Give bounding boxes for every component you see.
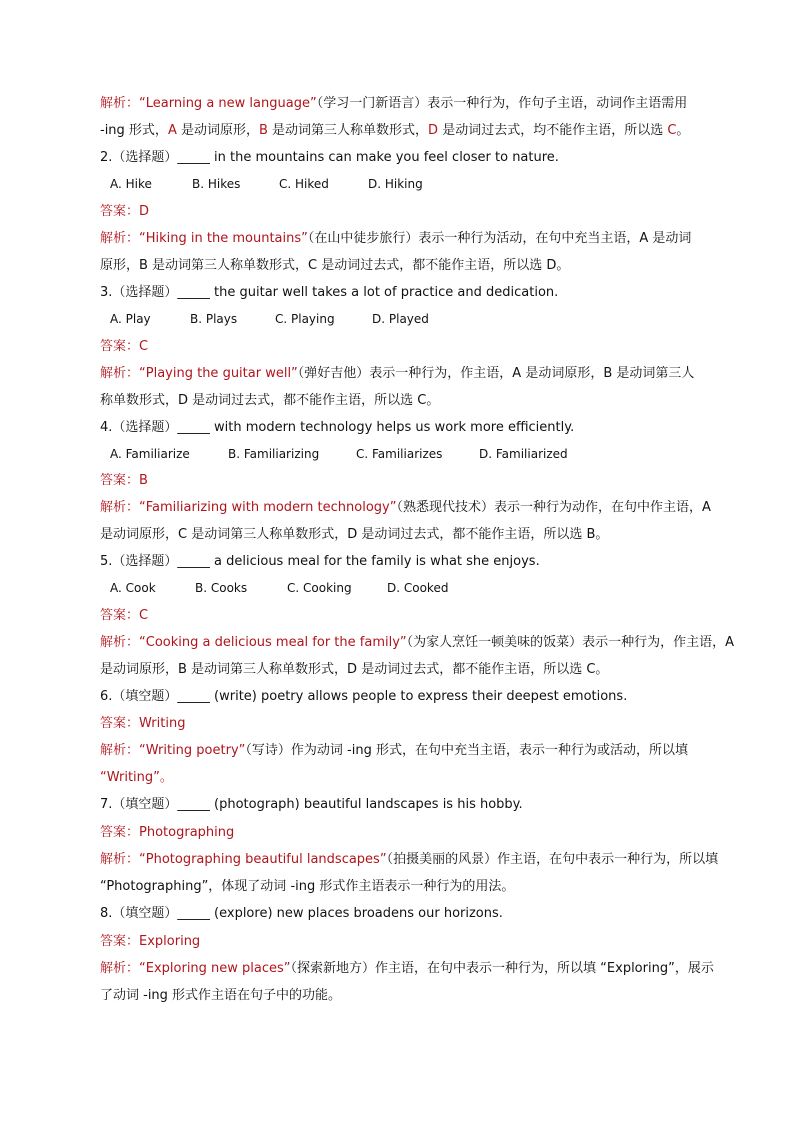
answer-label: 答案： bbox=[100, 608, 140, 623]
analysis-text: -ing 形式， bbox=[100, 123, 168, 138]
analysis-text: 是动词原形， bbox=[176, 123, 259, 138]
analysis-quote: “Playing the guitar well” bbox=[139, 366, 298, 381]
options-row bbox=[110, 579, 448, 597]
analysis-quote: “Familiarizing with modern technology” bbox=[139, 500, 397, 515]
q1-analysis-line-2 bbox=[100, 121, 689, 141]
answer-value: D bbox=[139, 204, 150, 219]
option-a: A. Familiarize bbox=[110, 447, 190, 461]
analysis-label: 解析： bbox=[100, 635, 140, 650]
answer-label: 答案： bbox=[100, 339, 140, 354]
analysis-text: （弹好吉他）表示一种行为，作主语，A 是动词原形，B 是动词第三人 bbox=[297, 366, 695, 381]
question-stem: 3.（选择题）_____ the guitar well takes a lot of practice and dedication. bbox=[100, 285, 559, 300]
analysis-text: （熟悉现代技术）表示一种行为动作，在句中作主语，A bbox=[396, 500, 711, 515]
analysis-line bbox=[100, 741, 688, 761]
analysis-quote: “Cooking a delicious meal for the family” bbox=[139, 635, 407, 650]
analysis-line: 了动词 -ing 形式作主语在句子中的功能。 bbox=[100, 988, 342, 1003]
q1-analysis-line-1 bbox=[100, 94, 687, 114]
answer-line bbox=[100, 714, 185, 734]
option-c: C. Playing bbox=[275, 312, 335, 326]
analysis-line bbox=[100, 229, 691, 249]
analysis-line bbox=[100, 633, 734, 653]
analysis-quote: “Learning a new language” bbox=[139, 96, 317, 111]
analysis-quote: “Hiking in the mountains” bbox=[139, 231, 308, 246]
analysis-text: （在山中徒步旅行）表示一种行为活动，在句中充当主语，A 是动词 bbox=[307, 231, 692, 246]
answer-line bbox=[100, 202, 149, 222]
answer-line bbox=[100, 337, 148, 357]
analysis-line: 称单数形式，D 是动词过去式，都不能作主语，所以选 C。 bbox=[100, 393, 440, 408]
answer-line bbox=[100, 606, 148, 626]
answer-label: 答案： bbox=[100, 934, 140, 949]
answer-value: Exploring bbox=[139, 934, 201, 949]
option-b: B. Cooks bbox=[195, 581, 248, 595]
option-a: A. Cook bbox=[110, 581, 156, 595]
analysis-label: 解析： bbox=[100, 500, 140, 515]
analysis-line bbox=[100, 850, 718, 870]
analysis-line bbox=[100, 498, 711, 518]
answer-value: B bbox=[139, 473, 148, 488]
analysis-line bbox=[100, 959, 714, 979]
option-b: B. Plays bbox=[190, 312, 238, 326]
question-stem: 7.（填空题）_____ (photograph) beautiful landscapes is his hobby. bbox=[100, 797, 523, 812]
option-letter: C bbox=[667, 123, 677, 138]
answer-value: Photographing bbox=[139, 825, 235, 840]
analysis-text: （拍摄美丽的风景）作主语，在句中表示一种行为，所以填 bbox=[386, 852, 719, 867]
option-c: C. Cooking bbox=[287, 581, 352, 595]
option-d: D. Played bbox=[372, 312, 429, 326]
analysis-line: “Photographing”，体现了动词 -ing 形式作主语表示一种行为的用法。 bbox=[100, 879, 515, 894]
option-a: A. Play bbox=[110, 312, 151, 326]
analysis-text: （探索新地方）作主语，在句中表示一种行为，所以填 “Exploring”，展示 bbox=[290, 961, 714, 976]
answer-value: Writing bbox=[139, 716, 186, 731]
analysis-text: （写诗）作为动词 -ing 形式，在句中充当主语，表示一种行为或活动，所以填 bbox=[245, 743, 688, 758]
option-letter: A bbox=[167, 123, 177, 138]
question-stem: 6.（填空题）_____ (write) poetry allows people to express their deepest emotions. bbox=[100, 689, 628, 704]
analysis-text: 是动词第三人称单数形式， bbox=[267, 123, 429, 138]
option-d: D. Familiarized bbox=[479, 447, 568, 461]
answer-line bbox=[100, 823, 234, 843]
analysis-line: 原形，B 是动词第三人称单数形式，C 是动词过去式，都不能作主语，所以选 D。 bbox=[100, 258, 570, 273]
question-stem: 4.（选择题）_____ with modern technology helps us work more efficiently. bbox=[100, 420, 575, 435]
option-b: B. Familiarizing bbox=[228, 447, 320, 461]
analysis-label: 解析： bbox=[100, 852, 140, 867]
answer-value: C bbox=[139, 339, 149, 354]
option-b: B. Hikes bbox=[192, 177, 241, 191]
options-row bbox=[110, 310, 429, 328]
option-c: C. Familiarizes bbox=[356, 447, 443, 461]
option-c: C. Hiked bbox=[279, 177, 329, 191]
analysis-text: 是动词过去式，均不能作主语，所以选 bbox=[438, 123, 668, 138]
analysis-line: 是动词原形，C 是动词第三人称单数形式，D 是动词过去式，都不能作主语，所以选 B。 bbox=[100, 527, 609, 542]
option-d: D. Cooked bbox=[387, 581, 449, 595]
analysis-text: （学习一门新语言）表示一种行为，作句子主语，动词作主语需用 bbox=[316, 96, 688, 111]
answer-label: 答案： bbox=[100, 473, 140, 488]
analysis-label: 解析： bbox=[100, 366, 140, 381]
analysis-text: 。 bbox=[676, 123, 690, 138]
question-stem: 5.（选择题）_____ a delicious meal for the family is what she enjoys. bbox=[100, 554, 540, 569]
options-row bbox=[110, 175, 423, 193]
question-stem: 2.（选择题）_____ in the mountains can make you feel closer to nature. bbox=[100, 150, 559, 165]
answer-line bbox=[100, 471, 148, 491]
options-row bbox=[110, 445, 568, 463]
answer-label: 答案： bbox=[100, 716, 140, 731]
answer-label: 答案： bbox=[100, 825, 140, 840]
analysis-quote: “Photographing beautiful landscapes” bbox=[139, 852, 387, 867]
option-d: D. Hiking bbox=[368, 177, 423, 191]
analysis-label: 解析： bbox=[100, 743, 140, 758]
analysis-line: 是动词原形，B 是动词第三人称单数形式，D 是动词过去式，都不能作主语，所以选 C。 bbox=[100, 662, 609, 677]
question-stem: 8.（填空题）_____ (explore) new places broadens our horizons. bbox=[100, 906, 503, 921]
answer-line bbox=[100, 932, 200, 952]
answer-label: 答案： bbox=[100, 204, 140, 219]
answer-value: C bbox=[139, 608, 149, 623]
analysis-label: 解析： bbox=[100, 96, 140, 111]
analysis-text: （为家人烹饪一顿美味的饭菜）表示一种行为，作主语，A bbox=[406, 635, 735, 650]
option-a: A. Hike bbox=[110, 177, 152, 191]
analysis-label: 解析： bbox=[100, 961, 140, 976]
analysis-line: “Writing”。 bbox=[100, 770, 173, 785]
analysis-label: 解析： bbox=[100, 231, 140, 246]
analysis-line bbox=[100, 364, 694, 384]
option-letter: B bbox=[258, 123, 268, 138]
analysis-quote: “Writing poetry” bbox=[139, 743, 246, 758]
analysis-quote: “Exploring new places” bbox=[139, 961, 291, 976]
option-letter: D bbox=[428, 123, 439, 138]
